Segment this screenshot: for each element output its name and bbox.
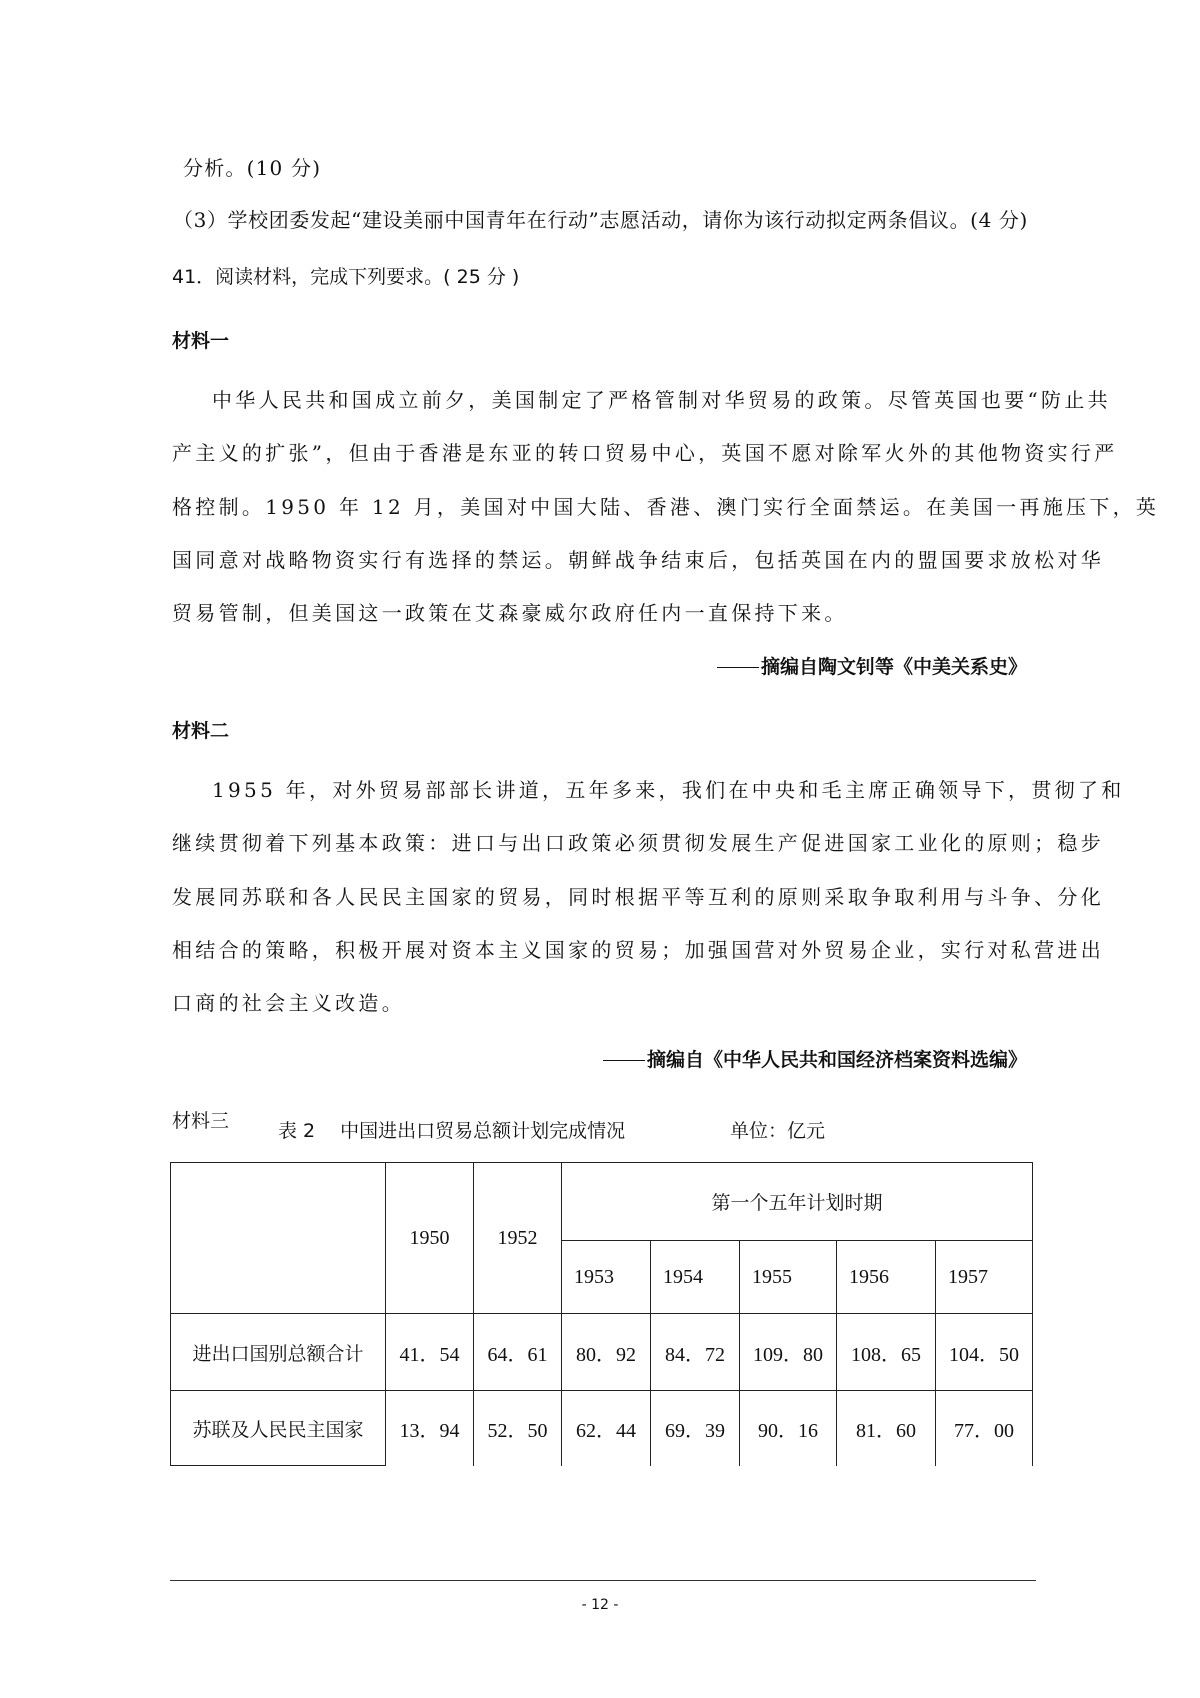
material-1-line: 产主义的扩张”，但由于香港是东亚的转口贸易中心，英国不愿对除军火外的其他物资实行严 bbox=[172, 441, 1118, 465]
material-3-heading: 材料三 bbox=[172, 1110, 230, 1132]
header-blank-cell bbox=[171, 1163, 386, 1314]
header-plan-period: 第一个五年计划时期 bbox=[562, 1163, 1033, 1241]
header-year-cell: 1950 bbox=[386, 1163, 474, 1314]
table-cell: 104．50 bbox=[936, 1314, 1033, 1391]
question-title: 41．阅读材料，完成下列要求。( 25 分 ) bbox=[172, 266, 520, 288]
table-cell: 77．00 bbox=[936, 1391, 1033, 1466]
row-label: 进出口国别总额合计 bbox=[171, 1314, 386, 1391]
header-year-cell: 1957 bbox=[936, 1241, 1033, 1314]
material-1-line: 国同意对战略物资实行有选择的禁运。朝鲜战争结束后，包括英国在内的盟国要求放松对华 bbox=[172, 548, 1104, 572]
material-2-line: 发展同苏联和各人民民主国家的贸易，同时根据平等互利的原则采取争取利用与斗争、分化 bbox=[172, 885, 1104, 909]
table-caption-text: 表 2 中国进出口贸易总额计划完成情况 bbox=[278, 1120, 626, 1142]
material-1-source-text: 摘编自陶文钊等《中美关系史》 bbox=[760, 656, 1027, 678]
material-1-source bbox=[717, 652, 1027, 679]
table-cell: 90．16 bbox=[740, 1391, 837, 1466]
table-cell: 64．61 bbox=[474, 1314, 562, 1391]
table-header-row bbox=[171, 1163, 1033, 1241]
material-2-line: 口商的社会主义改造。 bbox=[172, 991, 405, 1015]
table-cell: 52．50 bbox=[474, 1391, 562, 1466]
material-2-source-text: 摘编自《中华人民共和国经济档案资料选编》 bbox=[646, 1049, 1027, 1071]
header-year-cell: 1954 bbox=[651, 1241, 740, 1314]
material-2-source bbox=[603, 1045, 1027, 1072]
material-2-line: 1955 年，对外贸易部部长讲道，五年多来，我们在中央和毛主席正确领导下，贯彻了和 bbox=[212, 778, 1125, 802]
material-1-line: 贸易管制，但美国这一政策在艾森豪威尔政府任内一直保持下来。 bbox=[172, 601, 848, 625]
table-unit: 单位：亿元 bbox=[730, 1120, 826, 1142]
table-cell: 81．60 bbox=[837, 1391, 936, 1466]
header-year-cell: 1953 bbox=[562, 1241, 651, 1314]
table-cell: 109．80 bbox=[740, 1314, 837, 1391]
footer-divider bbox=[170, 1580, 1036, 1581]
row-label: 苏联及人民民主国家 bbox=[171, 1391, 386, 1466]
table-row bbox=[171, 1314, 1033, 1391]
table-cell: 80．92 bbox=[562, 1314, 651, 1391]
material-2-heading: 材料二 bbox=[172, 720, 230, 742]
table-cell: 41．54 bbox=[386, 1314, 474, 1391]
header-year-cell: 1956 bbox=[837, 1241, 936, 1314]
material-2-line: 继续贯彻着下列基本政策：进口与出口政策必须贯彻发展生产促进国家工业化的原则；稳步 bbox=[172, 831, 1104, 855]
table-row bbox=[171, 1391, 1033, 1466]
em-dash bbox=[603, 1060, 645, 1061]
table-cell: 62．44 bbox=[562, 1391, 651, 1466]
table-cell: 13．94 bbox=[386, 1391, 474, 1466]
table-cell: 84．72 bbox=[651, 1314, 740, 1391]
material-1-line: 格控制。1950 年 12 月，美国对中国大陆、香港、澳门实行全面禁运。在美国一再施压下，英 bbox=[172, 495, 1160, 519]
material-2-line: 相结合的策略，积极开展对资本主义国家的贸易；加强国营对外贸易企业，实行对私营进出 bbox=[172, 938, 1104, 962]
table-cell: 108．65 bbox=[837, 1314, 936, 1391]
table-cell: 69．39 bbox=[651, 1391, 740, 1466]
header-year-cell: 1952 bbox=[474, 1163, 562, 1314]
prev-question-tail: 分析。(10 分) bbox=[183, 156, 322, 180]
material-1-line: 中华人民共和国成立前夕，美国制定了严格管制对华贸易的政策。尽管英国也要“防止共 bbox=[212, 388, 1111, 412]
table-caption bbox=[278, 1116, 625, 1143]
page-number: - 12 - bbox=[581, 1597, 619, 1613]
trade-table bbox=[170, 1162, 1033, 1466]
em-dash bbox=[717, 667, 759, 668]
header-year-cell: 1955 bbox=[740, 1241, 837, 1314]
material-1-heading: 材料一 bbox=[172, 330, 230, 352]
prev-question-item-3: （3）学校团委发起“建设美丽中国青年在行动”志愿活动，请你为该行动拟定两条倡议。(4 分) bbox=[173, 208, 1028, 232]
